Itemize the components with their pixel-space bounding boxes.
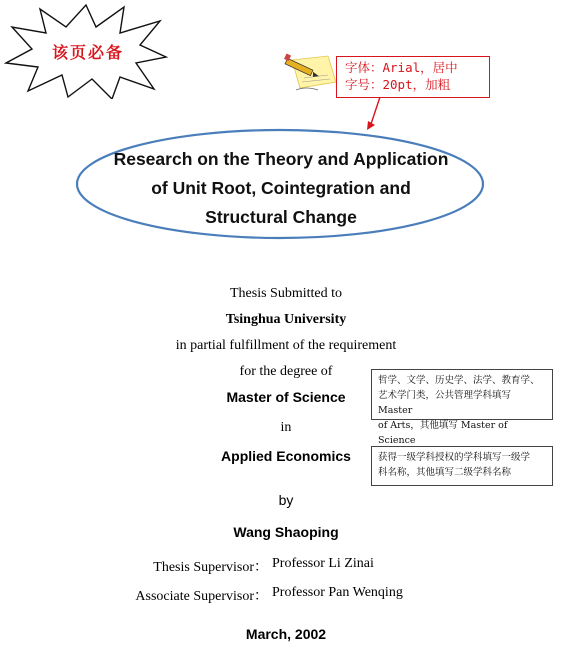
field-name: Applied Economics (221, 448, 351, 464)
for-degree: for the degree of (239, 364, 333, 379)
badge-label: 该页必备 (51, 43, 124, 62)
author-name: Wang Shaoping (233, 524, 339, 540)
degree-note-line2: 艺术学门类，公共管理学科填写 Master (378, 390, 512, 416)
field-note-line1: 获得一级学科授权的学科填写一级学 (378, 452, 531, 463)
degree-note-box (371, 369, 553, 446)
degree-name: Master of Science (226, 389, 346, 405)
field-note-box (371, 446, 553, 486)
associate-supervisor-label: Associate Supervisor： (135, 589, 268, 604)
in-label: in (280, 420, 292, 435)
partial-fulfillment: in partial fulfillment of the requirement (175, 338, 397, 353)
submitted-to: Thesis Submitted to (230, 286, 342, 301)
pencil-note-icon (282, 52, 340, 94)
thesis-title-line1: Research on the Theory and Application (113, 149, 449, 169)
font-spec-line2: 字号：20pt，加粗 (345, 77, 451, 92)
university-name: Tsinghua University (225, 312, 347, 327)
degree-note-line3: of Arts，其他填写 Master of Science (378, 420, 508, 446)
field-note-line2: 科名称，其他填写二级学科名称 (378, 467, 512, 478)
thesis-title-line3: Structural Change (205, 207, 357, 227)
callout-arrow (364, 96, 384, 132)
by-label: by (278, 492, 294, 508)
associate-supervisor-name: Professor Pan Wenqing (272, 585, 403, 600)
font-spec-callout (336, 56, 490, 98)
thesis-title-line2: of Unit Root, Cointegration and (151, 178, 411, 198)
supervisor-label: Thesis Supervisor： (153, 560, 268, 575)
submission-date: March, 2002 (245, 626, 327, 642)
font-spec-line1: 字体：Arial，居中 (345, 60, 458, 75)
degree-note-line1: 哲学、文学、历史学、法学、教育学、 (378, 375, 540, 386)
supervisor-name: Professor Li Zinai (272, 556, 374, 571)
